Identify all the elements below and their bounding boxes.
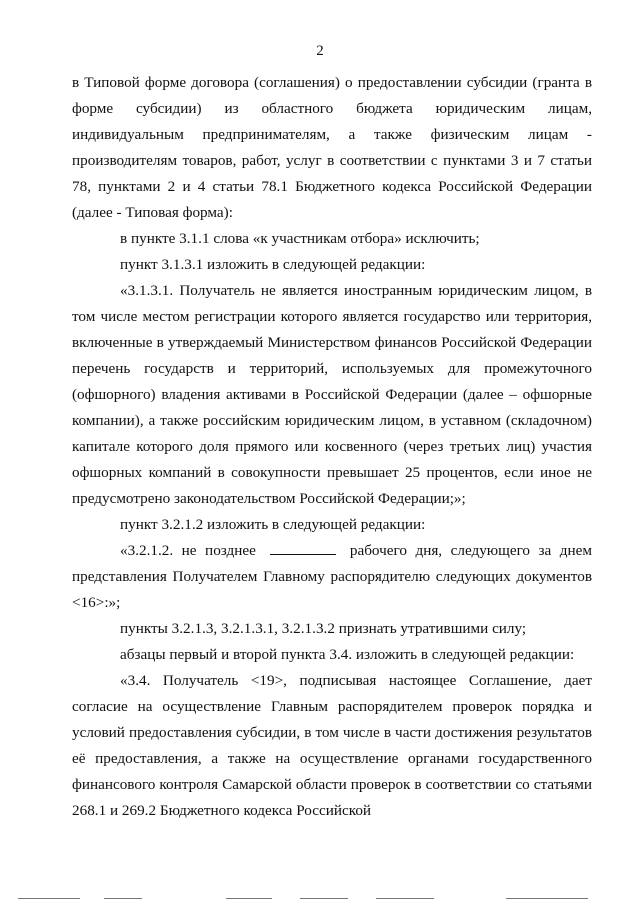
paragraph-typical-form: в Типовой форме договора (соглашения) о предоставлении субсидии (гранта в форме субсидии) из областного бюджета юридическим лицам, индивидуальным предпринимателям, а также физическим лицам - производителям товаров, работ, услуг в соответствии с пунктами 3 и 7 статьи 78, пунктами 2 и 4 статьи 78.1 Бюджетного кодекса Российской Федерации (далее - Типовая форма): [72,74,592,221]
page-number: 2 [316,43,324,59]
paragraph-3-2-1-2-after-blank: рабочего дня, следующего за днем представления Получателем Главному распорядителю следующих документов <16>:»; [72,542,593,611]
paragraph-3-4-text: «3.4. Получатель <19>, подписывая настоящее Соглашение, дает согласие на осуществление Главным распорядителем проверок порядка и условий предоставления субсидии, в том числе в части достижения результатов её предоставления, а также на осуществление органами государственного финансового контроля Самарской области проверок в соответствии со статьями 268.1 и 269.2 Бюджетного кодекса Российской [72,672,592,819]
scan-mark [376,898,434,899]
bottom-scan-marks [0,896,640,902]
document-body [72,70,592,824]
scan-mark [104,898,142,899]
scan-mark [506,898,588,899]
scan-mark [226,898,272,899]
paragraph-lost-force: пункты 3.2.1.3, 3.2.1.3.1, 3.2.1.3.2 признать утратившими силу; [120,620,527,637]
paragraph-3-2-1-2-intro: пункт 3.2.1.2 изложить в следующей редакции: [120,516,426,533]
paragraph-3-2-1-2-text [72,538,592,616]
fill-in-blank-line [270,542,336,555]
paragraph-3-1-3-1-text: «3.1.3.1. Получатель не является иностранным юридическим лицом, в том числе местом регистрации которого является государство или территория, включенные в утверждаемый Министерством финансов Российской Федерации перечень государств и территорий, используемых для промежуточного (офшорного) владения активами в Российской Федерации (далее – офшорные компании), а также российским юридическим лицом, в уставном (складочном) капитале которого доля прямого или косвенного (через третьих лиц) участия офшорных компаний в совокупности превышает 25 процентов, если иное не предусмотрено законодательством Российской Федерации;»; [72,282,592,507]
paragraph-3-1-3-1-intro: пункт 3.1.3.1 изложить в следующей редакции: [120,256,426,273]
scan-mark [18,898,80,899]
paragraph-3-2-1-2-before-blank: «3.2.1.2. не позднее [120,542,256,559]
paragraph-3-4-intro: абзацы первый и второй пункта 3.4. изложить в следующей редакции: [120,646,575,663]
paragraph-3-1-1: в пункте 3.1.1 слова «к участникам отбора» исключить; [120,230,480,247]
scan-mark [300,898,348,899]
